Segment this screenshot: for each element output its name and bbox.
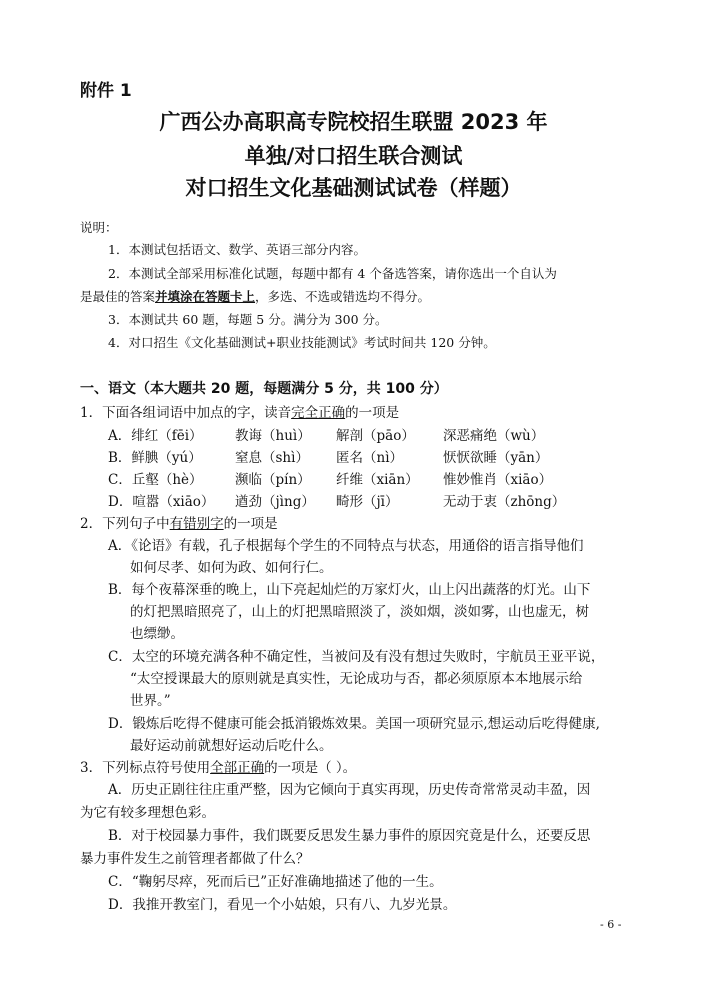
q2-option-c-line1: C．太空的环境充满各种不确定性，当被问及有没有想过失败时，宇航员王亚平说， bbox=[108, 649, 605, 665]
q3-stem-underline: 全部正确 bbox=[210, 760, 265, 776]
q1-option-a-2: 教诲（huì） bbox=[235, 428, 311, 444]
page-title-line2: 单独/对口招生联合测试 bbox=[244, 144, 463, 168]
q1-option-d-3: 畸形（jī） bbox=[336, 494, 399, 510]
q3-option-a-line2: 为它有较多理想色彩。 bbox=[80, 805, 215, 821]
q1-option-b-1: B．鲜腆（yú） bbox=[108, 450, 202, 466]
q1-option-b-2: 窒息（shì） bbox=[235, 450, 309, 466]
q2-option-d-line2: 最好运动前就想好运动后吃什么。 bbox=[130, 738, 333, 754]
q3-option-b-line2: 暴力事件发生之前管理者都做了什么？ bbox=[80, 851, 310, 867]
q1-option-b-3: 匿名（nì） bbox=[336, 450, 404, 466]
q3-option-b-line1: B．对于校园暴力事件，我们既要反思发生暴力事件的原因究竟是什么，还要反思 bbox=[108, 828, 591, 844]
q1-option-a-3: 解剖（pāo） bbox=[336, 428, 415, 444]
instruction-item-4: 4．对口招生《文化基础测试+职业技能测试》考试时间共 120 分钟。 bbox=[108, 335, 496, 350]
q1-option-d-1: D．喧嚣（xiāo） bbox=[108, 494, 215, 510]
q2-option-a-line1: A．《论语》有载，孔子根据每个学生的不同特点与状态，用通俗的语言指导他们 bbox=[108, 538, 584, 554]
instruction-item-1: 1．本测试包括语文、数学、英语三部分内容。 bbox=[108, 242, 366, 257]
attachment-label: 附件 1 bbox=[80, 81, 132, 101]
q3-option-c: C．“鞠躬尽瘁，死而后已”正好准确地描述了他的一生。 bbox=[108, 874, 443, 890]
instruction-item-2-pre: 是最佳的答案 bbox=[80, 289, 156, 304]
q1-option-b-4: 恹恹欲睡（yān） bbox=[443, 450, 549, 466]
q1-option-a-4: 深恶痛绝（wù） bbox=[443, 428, 545, 444]
q2-stem-underline: 有错别字 bbox=[169, 516, 224, 532]
q3-option-a-line1: A．历史正剧往往庄重严整，因为它倾向于真实再现，历史传奇常常灵动丰盈，因 bbox=[108, 782, 591, 798]
q3-stem-post: 的一项是（ ）。 bbox=[264, 760, 357, 776]
q1-option-a-1: A．绯红（fēi） bbox=[108, 428, 203, 444]
q1-option-d-2: 遒劲（jìng） bbox=[235, 494, 315, 510]
q3-option-d: D．我推开教室门，看见一个小姑娘，只有八、九岁光景。 bbox=[108, 897, 457, 913]
q1-option-c-4: 惟妙惟肖（xiāo） bbox=[443, 472, 553, 488]
instruction-item-2-line1: 2．本测试全部采用标准化试题，每题中都有 4 个备选答案，请你选出一个自认为 bbox=[108, 266, 557, 281]
section-heading-chinese: 一、语文（本大题共 20 题，每题满分 5 分，共 100 分） bbox=[80, 381, 448, 397]
q2-stem-pre: 2．下列句子中 bbox=[80, 516, 170, 532]
q2-stem-post: 的一项是 bbox=[223, 516, 278, 532]
instructions-heading: 说明： bbox=[80, 220, 118, 235]
q2-option-d-line1: D．锻炼后吃得不健康可能会抵消锻炼效果。美国一项研究显示,想运动后吃得健康, bbox=[108, 716, 600, 732]
q2-option-b-line3: 也缥缈。 bbox=[130, 626, 184, 642]
question-1-stem bbox=[80, 401, 399, 421]
q3-stem-pre: 3．下列标点符号使用 bbox=[80, 760, 211, 776]
question-2-stem bbox=[80, 512, 278, 532]
page-number: - 6 - bbox=[600, 918, 622, 931]
q1-option-c-3: 纤维（xiān） bbox=[336, 472, 419, 488]
q1-stem-pre: 1．下面各组词语中加点的字，读音 bbox=[80, 405, 292, 421]
instruction-item-2-line2 bbox=[80, 287, 430, 305]
q1-option-d-4: 无动于衷（zhōng） bbox=[443, 494, 566, 510]
q1-stem-post: 的一项是 bbox=[345, 405, 400, 421]
q2-option-b-line2: 的灯把黑暗照亮了，山上的灯把黑暗照淡了，淡如烟，淡如雾，山也虚无，树 bbox=[130, 604, 589, 620]
q1-option-c-2: 濒临（pín） bbox=[235, 472, 311, 488]
page-title-line3: 对口招生文化基础测试试卷（样题） bbox=[185, 176, 522, 200]
q2-option-c-line3: 世界。” bbox=[130, 693, 171, 709]
q1-stem-underline: 完全正确 bbox=[291, 405, 346, 421]
instruction-item-2-post: ，多选、不选或错选均不得分。 bbox=[255, 289, 431, 304]
instruction-item-3: 3．本测试共 60 题，每题 5 分。满分为 300 分。 bbox=[108, 312, 388, 327]
instruction-item-2-emphasis: 并填涂在答题卡上 bbox=[155, 289, 256, 304]
question-3-stem bbox=[80, 756, 356, 776]
q2-option-a-line2: 如何尽孝、如何为政、如何行仁。 bbox=[130, 560, 333, 576]
q2-option-c-line2: “太空授课最大的原则就是真实性，无论成功与否，都必须原原本本地展示给 bbox=[130, 671, 583, 687]
q2-option-b-line1: B．每个夜幕深垂的晚上，山下亮起灿烂的万家灯火，山上闪出蔬落的灯光。山下 bbox=[108, 582, 591, 598]
q1-option-c-1: C．丘壑（hè） bbox=[108, 472, 203, 488]
page-title-line1: 广西公办高职高专院校招生联盟 2023 年 bbox=[159, 110, 548, 134]
